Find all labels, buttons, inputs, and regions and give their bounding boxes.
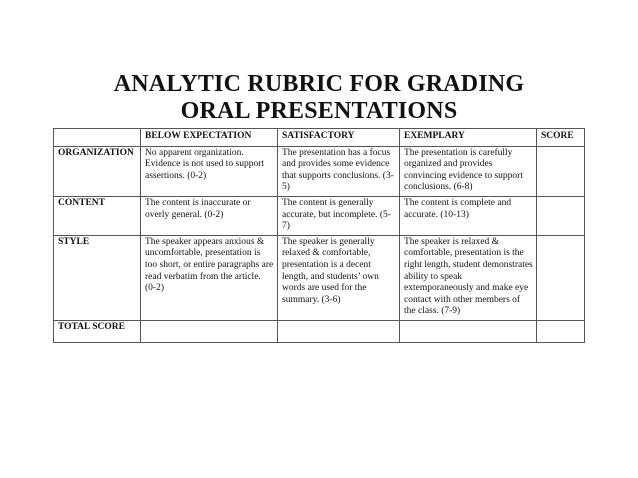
rubric-table xyxy=(53,128,585,343)
header-satisfactory: SATISFACTORY xyxy=(278,129,400,147)
cell-content-below: The content is inaccurate or overly general. (0-2) xyxy=(141,196,278,235)
table-row xyxy=(54,146,585,196)
cell-content-score xyxy=(537,196,585,235)
cell-organization-satisfactory: The presentation has a focus and provides some evidence that supports conclusions. (3-5) xyxy=(278,146,400,196)
row-label-content: CONTENT xyxy=(54,196,141,235)
total-score-row xyxy=(54,320,585,342)
cell-total-score xyxy=(537,320,585,342)
cell-total-satisfactory xyxy=(278,320,400,342)
cell-organization-score xyxy=(537,146,585,196)
header-score: SCORE xyxy=(537,129,585,147)
cell-style-score xyxy=(537,235,585,320)
cell-organization-exemplary: The presentation is carefully organized and provides convincing evidence to support conclusions. (6-8) xyxy=(400,146,537,196)
header-exemplary: EXEMPLARY xyxy=(400,129,537,147)
title-line-2: ORAL PRESENTATIONS xyxy=(180,98,458,124)
header-below-expectation: BELOW EXPECTATION xyxy=(141,129,278,147)
cell-total-below xyxy=(141,320,278,342)
row-label-style: STYLE xyxy=(54,235,141,320)
title-line-1: ANALYTIC RUBRIC FOR GRADING xyxy=(113,71,525,97)
cell-style-below: The speaker appears anxious & uncomfortable, presentation is too short, or entire paragraphs are read verbatim from the article. (0-2) xyxy=(141,235,278,320)
cell-content-exemplary: The content is complete and accurate. (10-13) xyxy=(400,196,537,235)
cell-total-exemplary xyxy=(400,320,537,342)
header-row xyxy=(54,129,585,147)
cell-content-satisfactory: The content is generally accurate, but incomplete. (5-7) xyxy=(278,196,400,235)
cell-style-satisfactory: The speaker is generally relaxed & comfortable, presentation is a decent length, and students’ own words are used for the summary. (3-6) xyxy=(278,235,400,320)
table-row xyxy=(54,235,585,320)
table-row xyxy=(54,196,585,235)
page-title xyxy=(0,71,638,125)
row-label-total-score: TOTAL SCORE xyxy=(54,320,141,342)
cell-style-exemplary: The speaker is relaxed & comfortable, presentation is the right length, student demonstrates ability to speak extemporaneously and make eye contact with other members of the class. (7-9) xyxy=(400,235,537,320)
row-label-organization: ORGANIZATION xyxy=(54,146,141,196)
header-empty-cell xyxy=(54,129,141,147)
cell-organization-below: No apparent organization. Evidence is not used to support assertions. (0-2) xyxy=(141,146,278,196)
